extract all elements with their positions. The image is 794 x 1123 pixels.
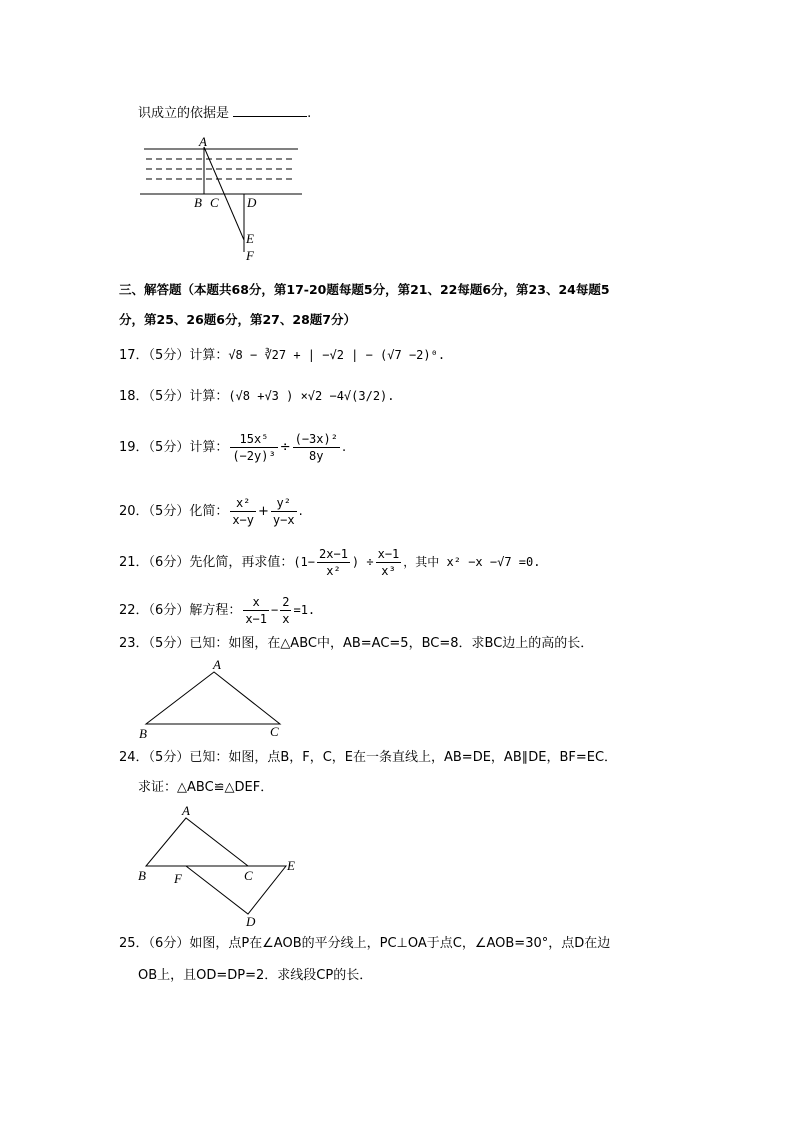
question-23: 23．（5分）已知：如图，在△ABC中，AB=AC=5，BC=8．求BC边上的高的长． [119, 636, 594, 651]
answer-blank[interactable] [233, 104, 307, 117]
q20-fraction-1 [230, 495, 256, 528]
q22-numerator-1: x [243, 594, 269, 611]
label-a: A [213, 657, 221, 672]
label-a: A [182, 803, 190, 818]
question-22 [119, 590, 315, 631]
question-21 [119, 542, 540, 583]
q21-open: (1− [293, 555, 316, 569]
q20-label: 20．（5分）化简： [119, 504, 229, 519]
q22-fraction-2 [280, 594, 291, 627]
label-f: F [246, 248, 254, 263]
label-d: D [246, 914, 256, 929]
q22-denominator-1: x−1 [245, 612, 268, 626]
period: . [298, 504, 303, 519]
q22-denominator-2: x [282, 612, 290, 626]
q19-label: 19．（5分）计算： [119, 440, 229, 455]
q19-denominator-1: (−2y)³ [232, 449, 276, 463]
triangle-abc [146, 818, 248, 866]
q21-fraction-1 [317, 546, 350, 579]
question-25-cont: OB上，且OD=DP=2．求线段CP的长． [138, 968, 373, 983]
q20-fraction-2 [271, 495, 297, 528]
label-c: C [270, 724, 279, 739]
label-b: B [139, 726, 147, 741]
label-a: A [199, 134, 207, 149]
question-17 [119, 345, 445, 366]
fill-blank-text: 识成立的依据是 [138, 106, 230, 121]
q22-numerator-2: 2 [282, 595, 290, 609]
q21-numerator-1: 2x−1 [319, 547, 348, 561]
q20-numerator-2: y² [271, 495, 297, 512]
question-25: 25．（6分）如图，点P在∠AOB的平分线上，PC⊥OA于点C，∠AOB=30°，点D在边 [119, 936, 611, 951]
q22-label: 22．（6分）解方程： [119, 603, 242, 618]
period: . [341, 440, 347, 455]
section-heading: 三、解答题（本题共68分，第17-20题每题5分，第21、22每题6分，第23、24每题5 [119, 282, 610, 297]
q21-fraction-2 [376, 546, 402, 579]
question-24: 24．（5分）已知：如图，点B，F，C，E在一条直线上，AB=DE，AB∥DE，BF=EC． [119, 750, 618, 765]
label-b: B [138, 868, 146, 883]
label-e: E [287, 858, 295, 873]
q20-numerator-1: x² [230, 495, 256, 512]
question-20 [119, 492, 303, 532]
q19-numerator-2: (−3x)² [294, 432, 338, 446]
fill-blank-line [138, 104, 311, 124]
q19-divide: ÷ [279, 440, 291, 455]
river-figure [136, 134, 306, 264]
q18-expression: (√8 +√3 ) ×√2 −4√(3/2). [228, 389, 395, 403]
triangle-abc-figure [136, 656, 296, 742]
q20-denominator-2: y−x [272, 513, 295, 527]
label-f: F [174, 871, 182, 886]
question-19 [119, 428, 346, 468]
q22-minus: − [271, 603, 279, 617]
q20-plus: + [258, 504, 269, 519]
q21-denominator-2: x³ [381, 564, 396, 578]
q21-divide: ) ÷ [351, 555, 374, 569]
label-c: C [244, 868, 253, 883]
q17-expression: √8 − ∛27 + | −√2 | − (√7 −2)⁰. [228, 348, 446, 362]
q19-numerator-1: 15x⁵ [230, 431, 277, 448]
q19-fraction-2 [293, 431, 340, 464]
q19-fraction-1 [230, 431, 277, 464]
q21-label: 21．（6分）先化简，再求值： [119, 555, 294, 570]
q22-fraction-1 [243, 594, 269, 627]
label-e: E [246, 231, 254, 246]
q21-numerator-2: x−1 [377, 547, 400, 561]
label-c: C [210, 195, 219, 210]
section-heading-cont: 分，第25、26题6分，第27、28题7分） [119, 312, 356, 327]
label-d: D [247, 195, 257, 210]
congruent-triangles-figure [136, 800, 306, 930]
question-24-prove: 求证：△ABC≌△DEF． [138, 780, 274, 795]
q19-denominator-2: 8y [309, 449, 324, 463]
q21-denominator-1: x² [326, 564, 341, 578]
q21-condition: ，其中 x² −x −√7 =0. [403, 555, 541, 569]
q22-equals: =1. [293, 603, 316, 617]
q20-denominator-1: x−y [232, 513, 255, 527]
question-18 [119, 386, 395, 407]
q18-label: 18．（5分）计算： [119, 389, 229, 404]
period: . [307, 106, 312, 121]
label-b: B [194, 195, 202, 210]
triangle-def [186, 866, 286, 914]
q17-label: 17．（5分）计算： [119, 348, 229, 363]
triangle-abc [146, 672, 280, 724]
